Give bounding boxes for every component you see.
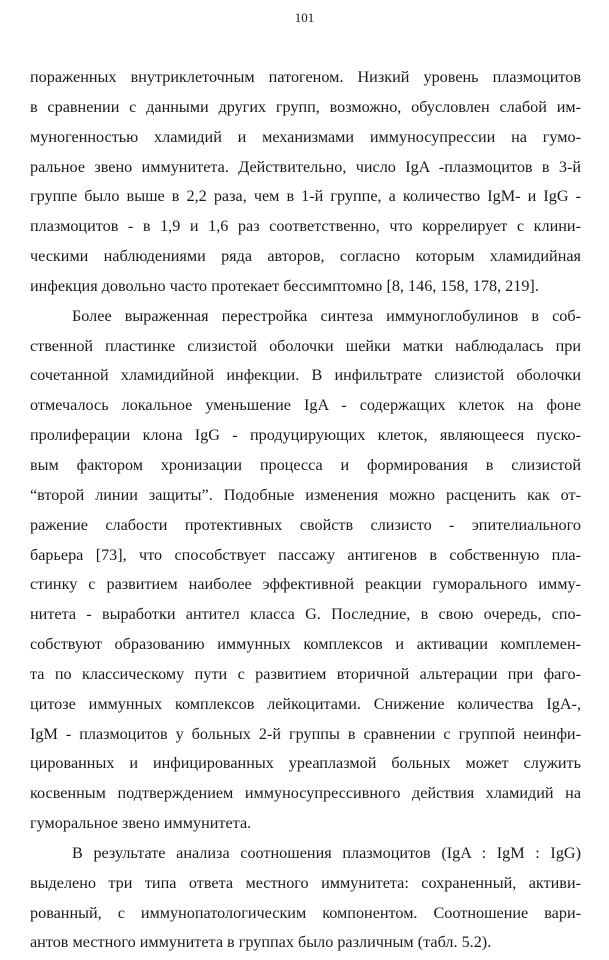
- text-line: сочетанной хламидийной инфекции. В инфильтрате слизистой оболочки: [30, 366, 581, 385]
- paragraph-1: [30, 63, 581, 302]
- text-line: собствуют образованию иммунных комплексов и активации комплемен-: [30, 635, 581, 654]
- paragraph-2: [30, 302, 581, 839]
- text-line: “второй линии защиты”. Подобные изменения можно расценить как от-: [30, 485, 581, 504]
- text-line: ческими наблюдениями ряда авторов, согласно которым хламидийная: [30, 247, 581, 266]
- text-line: ражение слабости протективных свойств слизисто - эпителиального: [30, 515, 581, 534]
- text-line: группе было выше в 2,2 раза, чем в 1-й группе, а количество IgM- и IgG -: [30, 187, 581, 206]
- text-line: в сравнении с данными других групп, возможно, обусловлен слабой им-: [30, 97, 581, 116]
- text-line: В результате анализа соотношения плазмоцитов (IgA : IgM : IgG): [72, 843, 581, 862]
- paragraph-3: [30, 839, 581, 958]
- page-number: 101: [294, 10, 315, 25]
- text-line: отмечалось локальное уменьшение IgA - содержащих клеток на фоне: [30, 396, 581, 415]
- text-line: пролиферации клона IgG - продуцирующих клеток, являющееся пуско-: [30, 426, 581, 445]
- text-line: рованный, с иммунопатологическим компонентом. Соотношение вари-: [30, 903, 581, 922]
- text-line: муногенностью хламидий и механизмами иммуносупрессии на гумо-: [30, 127, 581, 146]
- text-line: стинку с развитием наиболее эффективной реакции гуморального имму-: [30, 575, 581, 594]
- text-line: цированных и инфицированных уреаплазмой больных может служить: [30, 754, 581, 773]
- text-line: та по классическому пути с развитием вторичной альтерации при фаго-: [30, 664, 581, 683]
- text-line: вым фактором хронизации процесса и формирования в слизистой: [30, 455, 581, 474]
- text-line: антов местного иммунитета в группах было различным (табл. 5.2).: [30, 933, 492, 952]
- text-line: ственной пластинке слизистой оболочки шейки матки наблюдалась при: [30, 336, 581, 355]
- text-line: инфекция довольно часто протекает бессимптомно [8, 146, 158, 178, 219].: [30, 276, 539, 295]
- text-line: выделено три типа ответа местного иммунитета: сохраненный, активи-: [30, 873, 581, 892]
- text-line: барьера [73], что способствует пассажу антигенов в собственную пла-: [30, 545, 581, 564]
- text-line: нитета - выработки антител класса G. Последние, в свою очередь, спо-: [30, 605, 581, 624]
- page-body: [30, 63, 581, 958]
- text-line: цитозе иммунных комплексов лейкоцитами. Снижение количества IgA-,: [30, 694, 581, 713]
- text-line: Более выраженная перестройка синтеза иммуноглобулинов в соб-: [72, 306, 581, 325]
- text-line: IgM - плазмоцитов у больных 2-й группы в сравнении с группой неинфи-: [30, 724, 581, 743]
- text-line: пораженных внутриклеточным патогеном. Низкий уровень плазмоцитов: [30, 68, 581, 86]
- text-line: косвенным подтверждением иммуносупрессивного действия хламидий на: [30, 784, 581, 803]
- text-line: гуморальное звено иммунитета.: [30, 814, 252, 833]
- text-line: плазмоцитов - в 1,9 и 1,6 раз соответственно, что коррелирует с клини-: [30, 217, 581, 236]
- text-line: ральное звено иммунитета. Действительно, число IgA -плазмоцитов в 3-й: [30, 157, 581, 176]
